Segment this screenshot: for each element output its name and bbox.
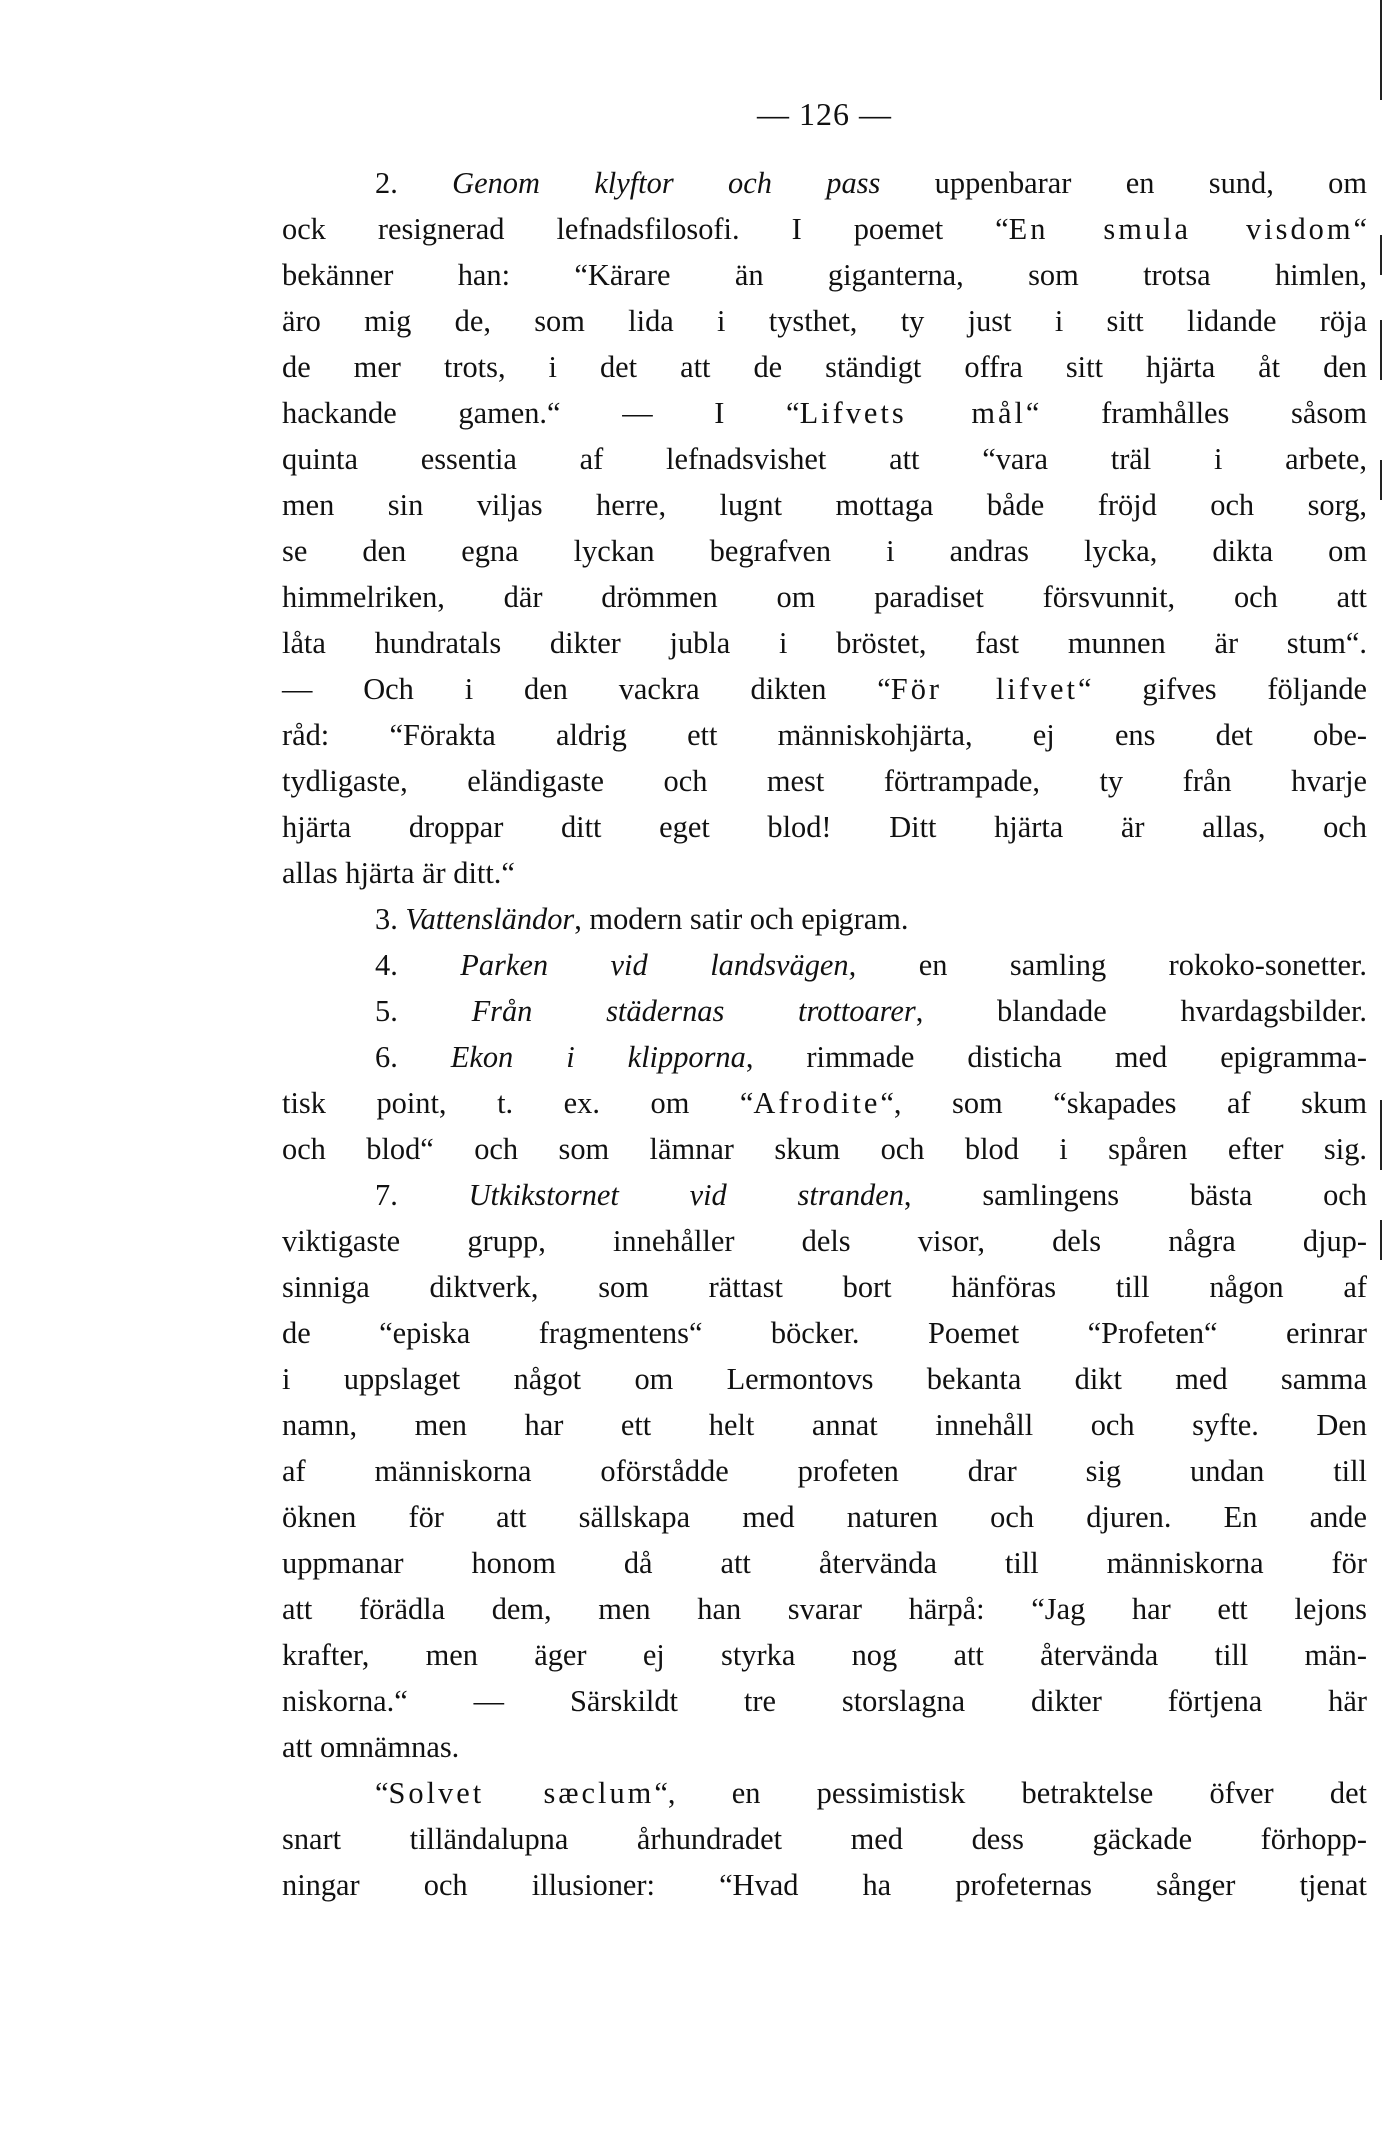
text-line xyxy=(282,988,1367,1034)
text-run: hackande gamen.“ — I “ xyxy=(282,396,800,430)
italic-title: Vattensländor xyxy=(405,902,575,936)
text-run: 3. xyxy=(375,902,406,936)
text-line xyxy=(282,482,1367,528)
text-line xyxy=(282,850,1367,896)
text-run: äro mig de, som lida i tysthet, ty just i sitt lidande röja xyxy=(282,304,1367,338)
text-line xyxy=(282,390,1367,436)
text-run: de “episka fragmentens“ böcker. Poemet “Profeten“ erinrar xyxy=(282,1316,1367,1350)
text-run: allas hjärta är ditt.“ xyxy=(282,856,515,890)
italic-title: Parken vid landsvägen, xyxy=(460,948,857,982)
text-run: krafter, men äger ej styrka nog att återvända till män- xyxy=(282,1638,1367,1672)
spaced-title: För lifvet xyxy=(890,672,1078,706)
text-run: uppenbarar en sund, om xyxy=(880,166,1368,200)
text-run: — Och i den vackra dikten “ xyxy=(282,672,891,706)
text-run: hjärta droppar ditt eget blod! Ditt hjärta är allas, och xyxy=(282,810,1367,844)
text-line xyxy=(282,1218,1367,1264)
text-line xyxy=(282,1034,1367,1080)
text-run: att omnämnas. xyxy=(282,1730,460,1764)
text-run: att förädla dem, men han svarar härpå: “Jag har ett lejons xyxy=(282,1592,1367,1626)
text-line xyxy=(282,574,1367,620)
text-line xyxy=(282,896,1367,942)
text-run: viktigaste grupp, innehåller dels visor, dels några djup- xyxy=(282,1224,1367,1258)
text-line xyxy=(282,1540,1367,1586)
italic-title: Ekon i klipporna xyxy=(450,1040,746,1074)
text-line xyxy=(282,1494,1367,1540)
text-line xyxy=(282,1310,1367,1356)
text-line xyxy=(282,436,1367,482)
text-line xyxy=(282,1678,1367,1724)
text-line xyxy=(282,1448,1367,1494)
text-run: låta hundratals dikter jubla i bröstet, fast munnen är stum“. xyxy=(282,626,1367,660)
spaced-title: Afrodite xyxy=(753,1086,881,1120)
page-edge-rule xyxy=(1380,460,1382,500)
body-text xyxy=(282,160,1367,1908)
text-run: se den egna lyckan begrafven i andras lycka, dikta om xyxy=(282,534,1367,568)
text-run: de mer trots, i det att de ständigt offra sitt hjärta åt den xyxy=(282,350,1367,384)
page-number: — 126 — xyxy=(757,96,892,132)
text-line xyxy=(282,1126,1367,1172)
text-run: 7. xyxy=(375,1178,469,1212)
text-line xyxy=(282,804,1367,850)
text-run: , modern satir och epigram. xyxy=(574,902,909,936)
text-run: “ xyxy=(1353,212,1368,246)
text-run: tisk point, t. ex. om “ xyxy=(282,1086,754,1120)
text-run: öknen för att sällskapa med naturen och djuren. En ande xyxy=(282,1500,1367,1534)
text-line xyxy=(282,942,1367,988)
text-line xyxy=(282,712,1367,758)
text-run: uppmanar honom då att återvända till människorna för xyxy=(282,1546,1367,1580)
text-run: “, en pessimistisk betraktelse öfver det xyxy=(654,1776,1367,1810)
text-line xyxy=(282,1080,1367,1126)
page-edge-rule xyxy=(1380,1100,1382,1170)
text-run: 2. xyxy=(375,166,453,200)
text-line xyxy=(282,1402,1367,1448)
text-run: “ gifves följande xyxy=(1078,672,1368,706)
text-run: 4. xyxy=(375,948,461,982)
page-edge-rule xyxy=(1380,1220,1382,1260)
book-page xyxy=(282,0,1367,2139)
text-run: 6. xyxy=(375,1040,451,1074)
spaced-title: Solvet sæclum xyxy=(388,1776,655,1810)
text-run: tydligaste, eländigaste och mest förtrampade, ty från hvarje xyxy=(282,764,1367,798)
text-run: sinniga diktverk, som rättast bort hänföras till någon af xyxy=(282,1270,1367,1304)
text-run: “, som “skapades af skum xyxy=(880,1086,1367,1120)
text-run: af människorna oförstådde profeten drar sig undan till xyxy=(282,1454,1367,1488)
text-line xyxy=(282,620,1367,666)
text-line xyxy=(282,1816,1367,1862)
spaced-title: Lifvets mål xyxy=(799,396,1026,430)
text-line xyxy=(282,758,1367,804)
text-run: ningar och illusioner: “Hvad ha profeternas sånger tjenat xyxy=(282,1868,1367,1902)
text-line xyxy=(282,298,1367,344)
text-run: , blandade hvardagsbilder. xyxy=(915,994,1368,1028)
text-line xyxy=(282,1770,1367,1816)
text-line xyxy=(282,1862,1367,1908)
page-edge-rule xyxy=(1380,235,1382,275)
text-run: men sin viljas herre, lugnt mottaga både fröjd och sorg, xyxy=(282,488,1367,522)
text-run: bekänner han: “Kärare än giganterna, som trotsa himlen, xyxy=(282,258,1367,292)
text-run: “ framhålles såsom xyxy=(1025,396,1367,430)
text-line xyxy=(282,1356,1367,1402)
text-run: ock resignerad lefnadsfilosofi. I poemet “ xyxy=(282,212,1009,246)
page-edge-rule xyxy=(1380,320,1382,380)
text-run: quinta essentia af lefnadsvishet att “vara träl i arbete, xyxy=(282,442,1367,476)
text-line xyxy=(282,1172,1367,1218)
text-run: , samlingens bästa och xyxy=(903,1178,1367,1212)
text-line xyxy=(282,1586,1367,1632)
text-run: en samling rokoko-sonetter. xyxy=(856,948,1367,982)
text-line xyxy=(282,1724,1367,1770)
text-run: , rimmade disticha med epigramma- xyxy=(745,1040,1368,1074)
spaced-title: En smula visdom xyxy=(1008,212,1354,246)
text-run: 5. xyxy=(375,994,472,1028)
text-run: råd: “Förakta aldrig ett människohjärta, ej ens det obe- xyxy=(282,718,1367,752)
text-line xyxy=(282,528,1367,574)
text-run: i uppslaget något om Lermontovs bekanta dikt med samma xyxy=(282,1362,1367,1396)
text-run: och blod“ och som lämnar skum och blod i spåren efter sig. xyxy=(282,1132,1367,1166)
italic-title: Från städernas trottoarer xyxy=(471,994,916,1028)
text-run: niskorna.“ — Särskildt tre storslagna dikter förtjena här xyxy=(282,1684,1367,1718)
text-line xyxy=(282,666,1367,712)
italic-title: Genom klyftor och pass xyxy=(452,166,881,200)
text-line xyxy=(282,344,1367,390)
italic-title: Utkikstornet vid stranden xyxy=(468,1178,904,1212)
text-run: snart tilländalupna århundradet med dess gäckade förhopp- xyxy=(282,1822,1367,1856)
page-edge-rule xyxy=(1380,0,1382,100)
text-run: namn, men har ett helt annat innehåll och syfte. Den xyxy=(282,1408,1367,1442)
text-line xyxy=(282,252,1367,298)
text-line xyxy=(282,160,1367,206)
text-line xyxy=(282,1264,1367,1310)
text-line xyxy=(282,206,1367,252)
text-run: himmelriken, där drömmen om paradiset försvunnit, och att xyxy=(282,580,1367,614)
text-line xyxy=(282,1632,1367,1678)
text-run: “ xyxy=(375,1776,389,1810)
